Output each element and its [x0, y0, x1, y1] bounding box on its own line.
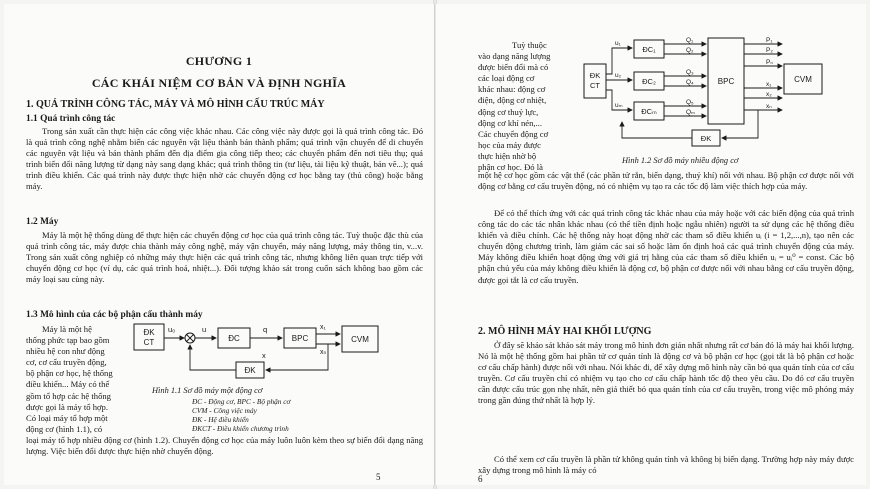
block-dc1-label: ĐC₁: [642, 45, 656, 54]
paragraph-top-tail: [478, 170, 854, 192]
para-top-line: phận cơ học. Đó là: [478, 162, 543, 173]
block-dk2-label: ĐK: [700, 134, 712, 143]
para-top-line: động cơ khí nén,...: [478, 117, 542, 128]
signal-x1: x₁: [766, 81, 772, 88]
signal-p2: P₂: [766, 47, 773, 54]
paragraph-1-3-tail: [26, 435, 423, 457]
para-top-line: điện, động cơ nhiệt,: [478, 95, 547, 106]
feedback-line-return: [190, 345, 236, 370]
legend-line: ĐKCT - Điều khiển chương trình: [192, 424, 289, 433]
section-2-heading: 2. MÔ HÌNH MÁY HAI KHỐI LƯỢNG: [478, 326, 652, 337]
block-dc-label: ĐC: [228, 334, 240, 343]
block-dc2-label: ĐC₂: [642, 77, 656, 86]
figure-1-1-diagram: [132, 318, 382, 384]
paragraph-2a-text: Ở đây sẽ khảo sát khảo sát máy trong mô hình đơn giản nhất nhưng rất cơ bản đó là máy hai khối lượng. Nó là một hệ thống gồm hai phần tử cơ quán tính là động cơ và bộ phận cơ học (gọi tắt là bộ phận cơ hoặc cơ cấu chấp hành) được nối với nhau. Nói khác đi, để xây dựng mô hình này cần bỏ qua quán tính của cơ cấu truyền. Cơ cấu truyền chỉ có nhiệm vụ tạo cho cơ cấu chấp hành tốc độ theo yêu cầu. Do đó cơ cấu truyền cần được cấu trúc gọn nhẹ nhất, nên giả thiết bỏ qua quán tính của cơ cấu truyền, trong việc mô phỏng máy trong gần đúng thứ nhất là hợp lý.: [478, 340, 854, 406]
block-dk-label: ĐK: [143, 328, 155, 337]
signal-xn: xₙ: [766, 103, 772, 110]
para-1-3-line: được gọi là máy tổ hợp.: [26, 401, 109, 412]
signal-u2: u₂: [615, 72, 622, 79]
signal-q1: Q₁: [686, 37, 694, 44]
signal-x2: x₂: [766, 91, 772, 98]
signal-u: u: [202, 325, 207, 334]
signal-x1: x₁: [320, 324, 326, 331]
right-page: [436, 4, 866, 485]
paragraph-2b-text: Có thể xem cơ cấu truyền là phần tử không quán tính và không bị biến dạng. Trường hợp này máy được xây dựng trong mô hình là máy có: [478, 454, 854, 476]
para-top-line: khác nhau: động cơ: [478, 84, 546, 95]
block-ct-label: CT: [143, 338, 155, 347]
block-dcm-label: ĐCₘ: [641, 107, 657, 116]
figure-1-2-diagram: [582, 34, 852, 154]
paragraph-top-tail-text: một hệ cơ học gồm các vật thể (các phần tử rắn, biến dạng, thuỷ khí) nối với nhau. Bộ phận cơ được nối với động cơ bằng cơ cấu truyền động, nó có nhiệm vụ tạo ra các tốc độ làm việc thích hợp của máy.: [478, 170, 854, 192]
signal-pn: Pₙ: [766, 59, 773, 66]
para-top-line: các loại động cơ: [478, 73, 535, 84]
para-top-line: học của máy được: [478, 139, 541, 150]
paragraph-1-3-tail-text: loại máy tổ hợp nhiều động cơ (hình 1.2). Chuyển động cơ học của máy luôn luôn kèm theo sự biến đổi dạng năng lượng. Việc biến đổi được thực hiện nhờ chuyển động.: [26, 435, 423, 457]
para-top-line: Tuỳ thuộc: [512, 40, 547, 50]
feedback-line-return: [622, 122, 692, 138]
paragraph-1-3-wrapped: [26, 324, 124, 435]
paragraph-2a: [478, 340, 854, 407]
para-top-line: Các chuyển động cơ: [478, 128, 549, 139]
block-bpc-label: BPC: [717, 77, 735, 86]
signal-q2: Q₂: [686, 47, 694, 54]
signal-q4: Q₄: [686, 79, 694, 86]
signal-x: x: [262, 351, 266, 360]
paragraph-1-2: [26, 230, 423, 285]
legend-line: ĐK - Hệ điều khiển: [192, 415, 249, 424]
signal-q5: Q₅: [686, 99, 694, 106]
chapter-subtitle: CÁC KHÁI NIỆM CƠ BẢN VÀ ĐỊNH NGHĨA: [91, 76, 347, 90]
block-bpc-label: BPC: [291, 334, 309, 343]
block-cvm-label: CVM: [794, 75, 812, 84]
chapter-title: CHƯƠNG 1: [185, 54, 253, 68]
subsection-1-1-heading: 1.1 Quá trình công tác: [26, 114, 116, 124]
para-1-3-line: nhiều hệ con như động: [26, 346, 105, 357]
paragraph-1-1-text: Trong sản xuất cần thực hiện các công việc khác nhau. Các công việc này được gọi là quá trình công tác. Đó là quá trình công nghệ nhằm biến các nguyên vật liệu thành bán thành phẩm; quá trình vận chuyển để di chuyển các nguyên vật liệu và bán thành phẩm đến địa điểm gia công tiếp theo; các chuyển phẩm đến nơi tiêu thụ; quá trình biến đổi năng lượng từ dạng này sang dạng khác; quá trình thông tin (tư liệu, tài liệu kỹ thuật, bản vẽ...); quá trình điều khiển. Các quá trình này được thực hiện nhờ các chuyển động cơ học bằng tay (thủ công) hoặc bằng máy.: [26, 126, 423, 192]
signal-u0: u₀: [168, 325, 176, 334]
block-ct-label: CT: [590, 81, 600, 90]
para-top-line: vào dạng năng lượng: [478, 51, 551, 62]
signal-xn: xₙ: [320, 349, 327, 356]
subsection-1-3-heading: 1.3 Mô hình của các bộ phận cấu thành máy: [26, 310, 203, 320]
para-top-line: được biến đổi mà có: [478, 62, 549, 73]
left-page: [4, 4, 435, 485]
para-1-3-line: Máy là một hệ: [42, 324, 92, 334]
paragraph-1-2-text: Máy là một hệ thống dùng để thực hiện các chuyển động cơ học của quá trình công tác. Tuỳ thuộc đặc thù của quá trình công tác, máy được chia thành máy công nghệ, máy vận chuyển, máy năng lượng, máy thông tin, v...v. Trong sản xuất công nghiệp có những máy thực hiện các quá trình công tác, nhưng không liên quan trực tiếp với chuyển động cơ học (ví dụ, các quá trình hoá, nhiệt...). Đối tượng khảo sát trong cuốn sách không bao gồm các máy loại sau cùng này.: [26, 230, 423, 285]
figure-1-2-caption: Hình 1.2 Sơ đồ máy nhiều động cơ: [622, 156, 739, 165]
legend-line: CVM - Công việc máy: [192, 406, 257, 415]
block-dk2-label: ĐK: [244, 366, 256, 375]
paragraph-1-1: [26, 126, 423, 193]
block-dk-label: ĐK: [589, 71, 601, 80]
line-u1: [606, 48, 632, 74]
paragraph-2b: [478, 454, 854, 476]
para-top-line: thực hiện nhờ bộ: [478, 150, 537, 161]
page-number-left: 5: [376, 472, 381, 482]
para-1-3-line: bộ phận cơ học, hệ thống: [26, 368, 113, 379]
block-cvm-label: CVM: [351, 335, 369, 344]
figure-1-1-caption: Hình 1.1 Sơ đồ máy một động cơ: [152, 386, 263, 395]
para-1-3-line: động cơ (hình 1.1), có: [26, 423, 103, 434]
signal-q3: Q₃: [686, 69, 694, 76]
para-top-line: động cơ thuỷ lực,: [478, 106, 539, 117]
signal-u1: u₁: [615, 40, 621, 47]
signal-um: uₘ: [615, 102, 623, 109]
para-1-3-line: thống phức tạp bao gồm: [26, 335, 110, 346]
section-1-heading: 1. QUÁ TRÌNH CÔNG TÁC, MÁY VÀ MÔ HÌNH CẤU TRÚC MÁY: [26, 99, 325, 110]
subsection-1-2-heading: 1.2 Máy: [26, 217, 59, 227]
figure-1-1-legend: [192, 397, 422, 433]
para-1-3-line: cơ, cơ cấu truyền động,: [26, 357, 107, 368]
page-number-right: 6: [478, 474, 483, 484]
signal-qm: Qₘ: [686, 109, 696, 116]
legend-line: ĐC - Động cơ, BPC - Bộ phận cơ: [192, 397, 291, 406]
signal-q: q: [263, 325, 268, 334]
para-1-3-line: Có loại máy tổ hợp một: [26, 412, 108, 423]
paragraph-top-wrapped: [478, 40, 576, 173]
paragraph-mid-text: Để có thể thích ứng với các quá trình công tác khác nhau của máy hoặc với các biến động của quá trình công tác do các tác nhân khác nhau (có thể tiền định hoặc ngẫu nhiên) người ta sử dụng các hệ thống điều khiển và điều chỉnh. Các hệ thống này hoạt động nhờ các tham số điều khiển uᵢ (i = 1,2,...,n), tạo nên các chuyển động chương trình, làm giảm các sai số hoặc làm ổn định hoá các quá trình chuyển động của máy. Máy không điều khiển hoạt động ứng với giá trị hằng của các tham số điều khiển uᵢ = uᵢ⁰ = const. Các bộ phận chủ yếu của máy không điều khiển là động cơ, bộ phận cơ được nối với nhau bằng cơ cấu truyền động, được gọi tắt là cơ cấu truyền.: [478, 208, 854, 285]
signal-p1: P₁: [766, 37, 773, 44]
paragraph-mid: [478, 208, 854, 286]
para-1-3-line: điều khiển... Máy có thể: [26, 379, 110, 390]
para-1-3-line: gồm tổ hợp các hệ thống: [26, 390, 111, 401]
